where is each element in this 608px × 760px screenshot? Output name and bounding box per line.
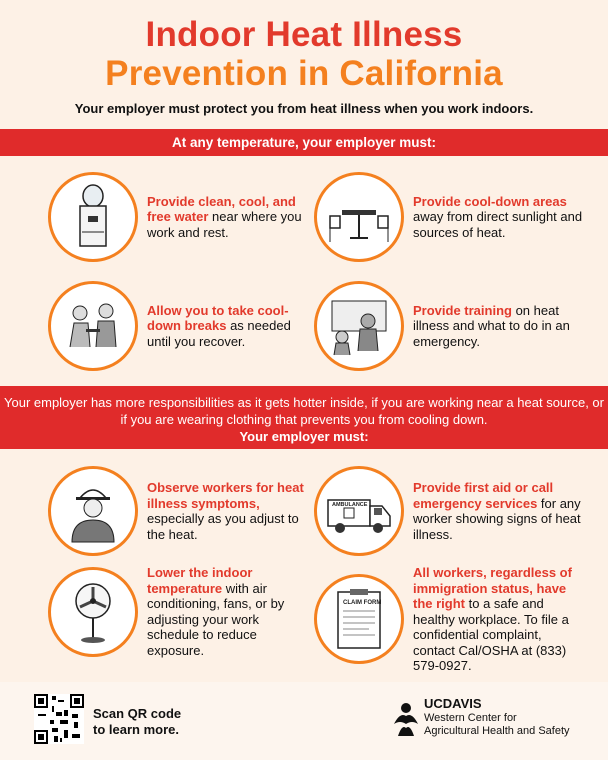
organization-name xyxy=(424,712,570,738)
banner-more-responsibilities xyxy=(0,386,608,449)
card-training-text: Provide training on heat illness and what to do in an emergency. xyxy=(413,302,570,349)
card-breaks-text: Allow you to take cool-down breaks as needed until you recover. xyxy=(147,302,291,349)
qr-caption xyxy=(93,706,181,738)
water-cooler-icon xyxy=(48,172,138,262)
table-chairs-icon xyxy=(314,172,404,262)
card-workers-rights-text: All workers, regardless of immigration status, have the right to a safe and healthy workplace. To file a confidential complaint, contact Cal/OSHA at (833) 579-0927. xyxy=(413,565,572,673)
footer xyxy=(0,682,608,760)
card-cooldown-areas-text: Provide cool-down areas away from direct sunlight and sources of heat. xyxy=(413,193,583,240)
banner-more-responsibilities-text: Your employer has more responsibilities as it gets hotter inside, if you are working near a heat source, or if you are wearing clothing that prevents you from cooling down. xyxy=(4,395,604,427)
qr-caption-line2: to learn more. xyxy=(93,722,179,737)
ambulance-label: AMBULANCE xyxy=(332,502,368,508)
org-line1: Western Center for xyxy=(424,712,517,724)
card-first-aid-text: Provide first aid or call emergency services for any worker showing signs of heat illness. xyxy=(413,480,581,542)
claim-form-label: CLAIM FORM xyxy=(343,600,382,607)
title-line2: Prevention in California xyxy=(105,54,503,93)
title-line1: Indoor Heat Illness xyxy=(145,15,463,54)
card-lower-temperature-text: Lower the indoor temperature with air conditioning, fans, or by adjusting your work schedule to reduce exposure. xyxy=(147,565,285,658)
ambulance-icon xyxy=(314,466,404,556)
card-water xyxy=(48,172,308,262)
ucdavis-logo-icon xyxy=(392,702,420,738)
card-observe-text: Observe workers for heat illness symptoms, especially as you adjust to the heat. xyxy=(147,480,304,542)
card-observe xyxy=(48,466,310,556)
card-cooldown-areas xyxy=(314,172,584,262)
banner-employer-must: Your employer must: xyxy=(239,429,369,444)
workers-resting-icon xyxy=(48,281,138,371)
worker-hardhat-icon xyxy=(48,466,138,556)
card-first-aid xyxy=(314,466,584,556)
card-workers-rights xyxy=(314,565,586,674)
training-session-icon xyxy=(314,281,404,371)
header xyxy=(0,0,608,116)
card-training xyxy=(314,281,584,371)
ucdavis-wordmark xyxy=(424,696,482,711)
card-water-text: Provide clean, cool, and free water near where you work and rest. xyxy=(147,193,302,240)
davis-text: DAVIS xyxy=(442,696,482,711)
standing-fan-icon xyxy=(48,567,138,657)
card-breaks xyxy=(48,281,310,371)
qr-code-icon[interactable] xyxy=(34,694,84,744)
org-line2: Agricultural Health and Safety xyxy=(424,725,570,737)
qr-caption-line1: Scan QR code xyxy=(93,706,182,721)
subtitle: Your employer must protect you from heat illness when you work indoors. xyxy=(74,101,534,116)
claim-form-icon xyxy=(314,574,404,664)
card-lower-temperature xyxy=(48,565,310,658)
uc-text: UC xyxy=(424,696,443,711)
banner-any-temperature: At any temperature, your employer must: xyxy=(0,129,608,156)
